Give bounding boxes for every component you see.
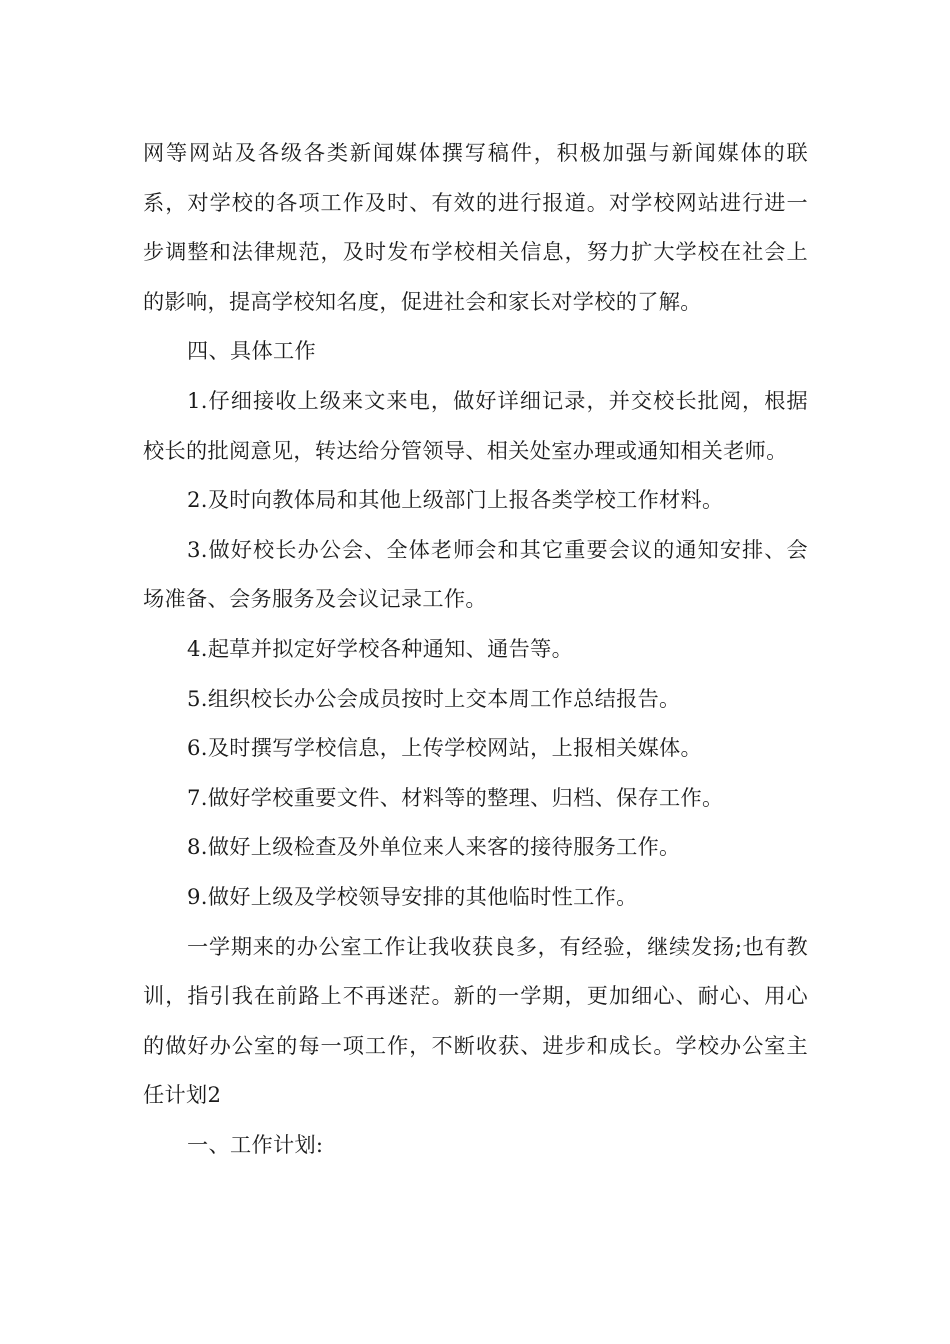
- work-item-3: 3.做好校长办公会、全体老师会和其它重要会议的通知安排、会场准备、会务服务及会议记录工作。: [143, 536, 808, 612]
- work-item-6: 6.及时撰写学校信息，上传学校网站，上报相关媒体。: [187, 735, 703, 761]
- section-heading-work-plan: 一、工作计划:: [187, 1131, 324, 1157]
- intro-paragraph: 网等网站及各级各类新闻媒体撰写稿件，积极加强与新闻媒体的联系，对学校的各项工作及时、有效的进行报道。对学校网站进行进一步调整和法律规范，及时发布学校相关信息，努力扩大学校在社会上的影响，提高学校知名度，促进社会和家长对学校的了解。: [143, 140, 808, 314]
- work-item-4: 4.起草并拟定好学校各种通知、通告等。: [187, 635, 574, 661]
- work-item-1: 1.仔细接收上级来文来电，做好详细记录，并交校长批阅，根据校长的批阅意见，转达给分管领导、相关处室办理或通知相关老师。: [143, 387, 808, 463]
- document-body: [143, 128, 808, 1169]
- work-item-2: 2.及时向教体局和其他上级部门上报各类学校工作材料。: [187, 487, 724, 513]
- work-item-8: 8.做好上级检查及外单位来人来客的接待服务工作。: [187, 834, 681, 860]
- work-item-9: 9.做好上级及学校领导安排的其他临时性工作。: [187, 883, 638, 909]
- work-item-5: 5.组织校长办公会成员按时上交本周工作总结报告。: [187, 685, 681, 711]
- section-heading-specific-work: 四、具体工作: [187, 338, 316, 364]
- work-item-7: 7.做好学校重要文件、材料等的整理、归档、保存工作。: [187, 784, 724, 810]
- summary-paragraph: 一学期来的办公室工作让我收获良多，有经验，继续发扬;也有教训，指引我在前路上不再迷茫。新的一学期，更加细心、耐心、用心的做好办公室的每一项工作，不断收获、进步和成长。学校办公室主任计划2: [143, 933, 808, 1108]
